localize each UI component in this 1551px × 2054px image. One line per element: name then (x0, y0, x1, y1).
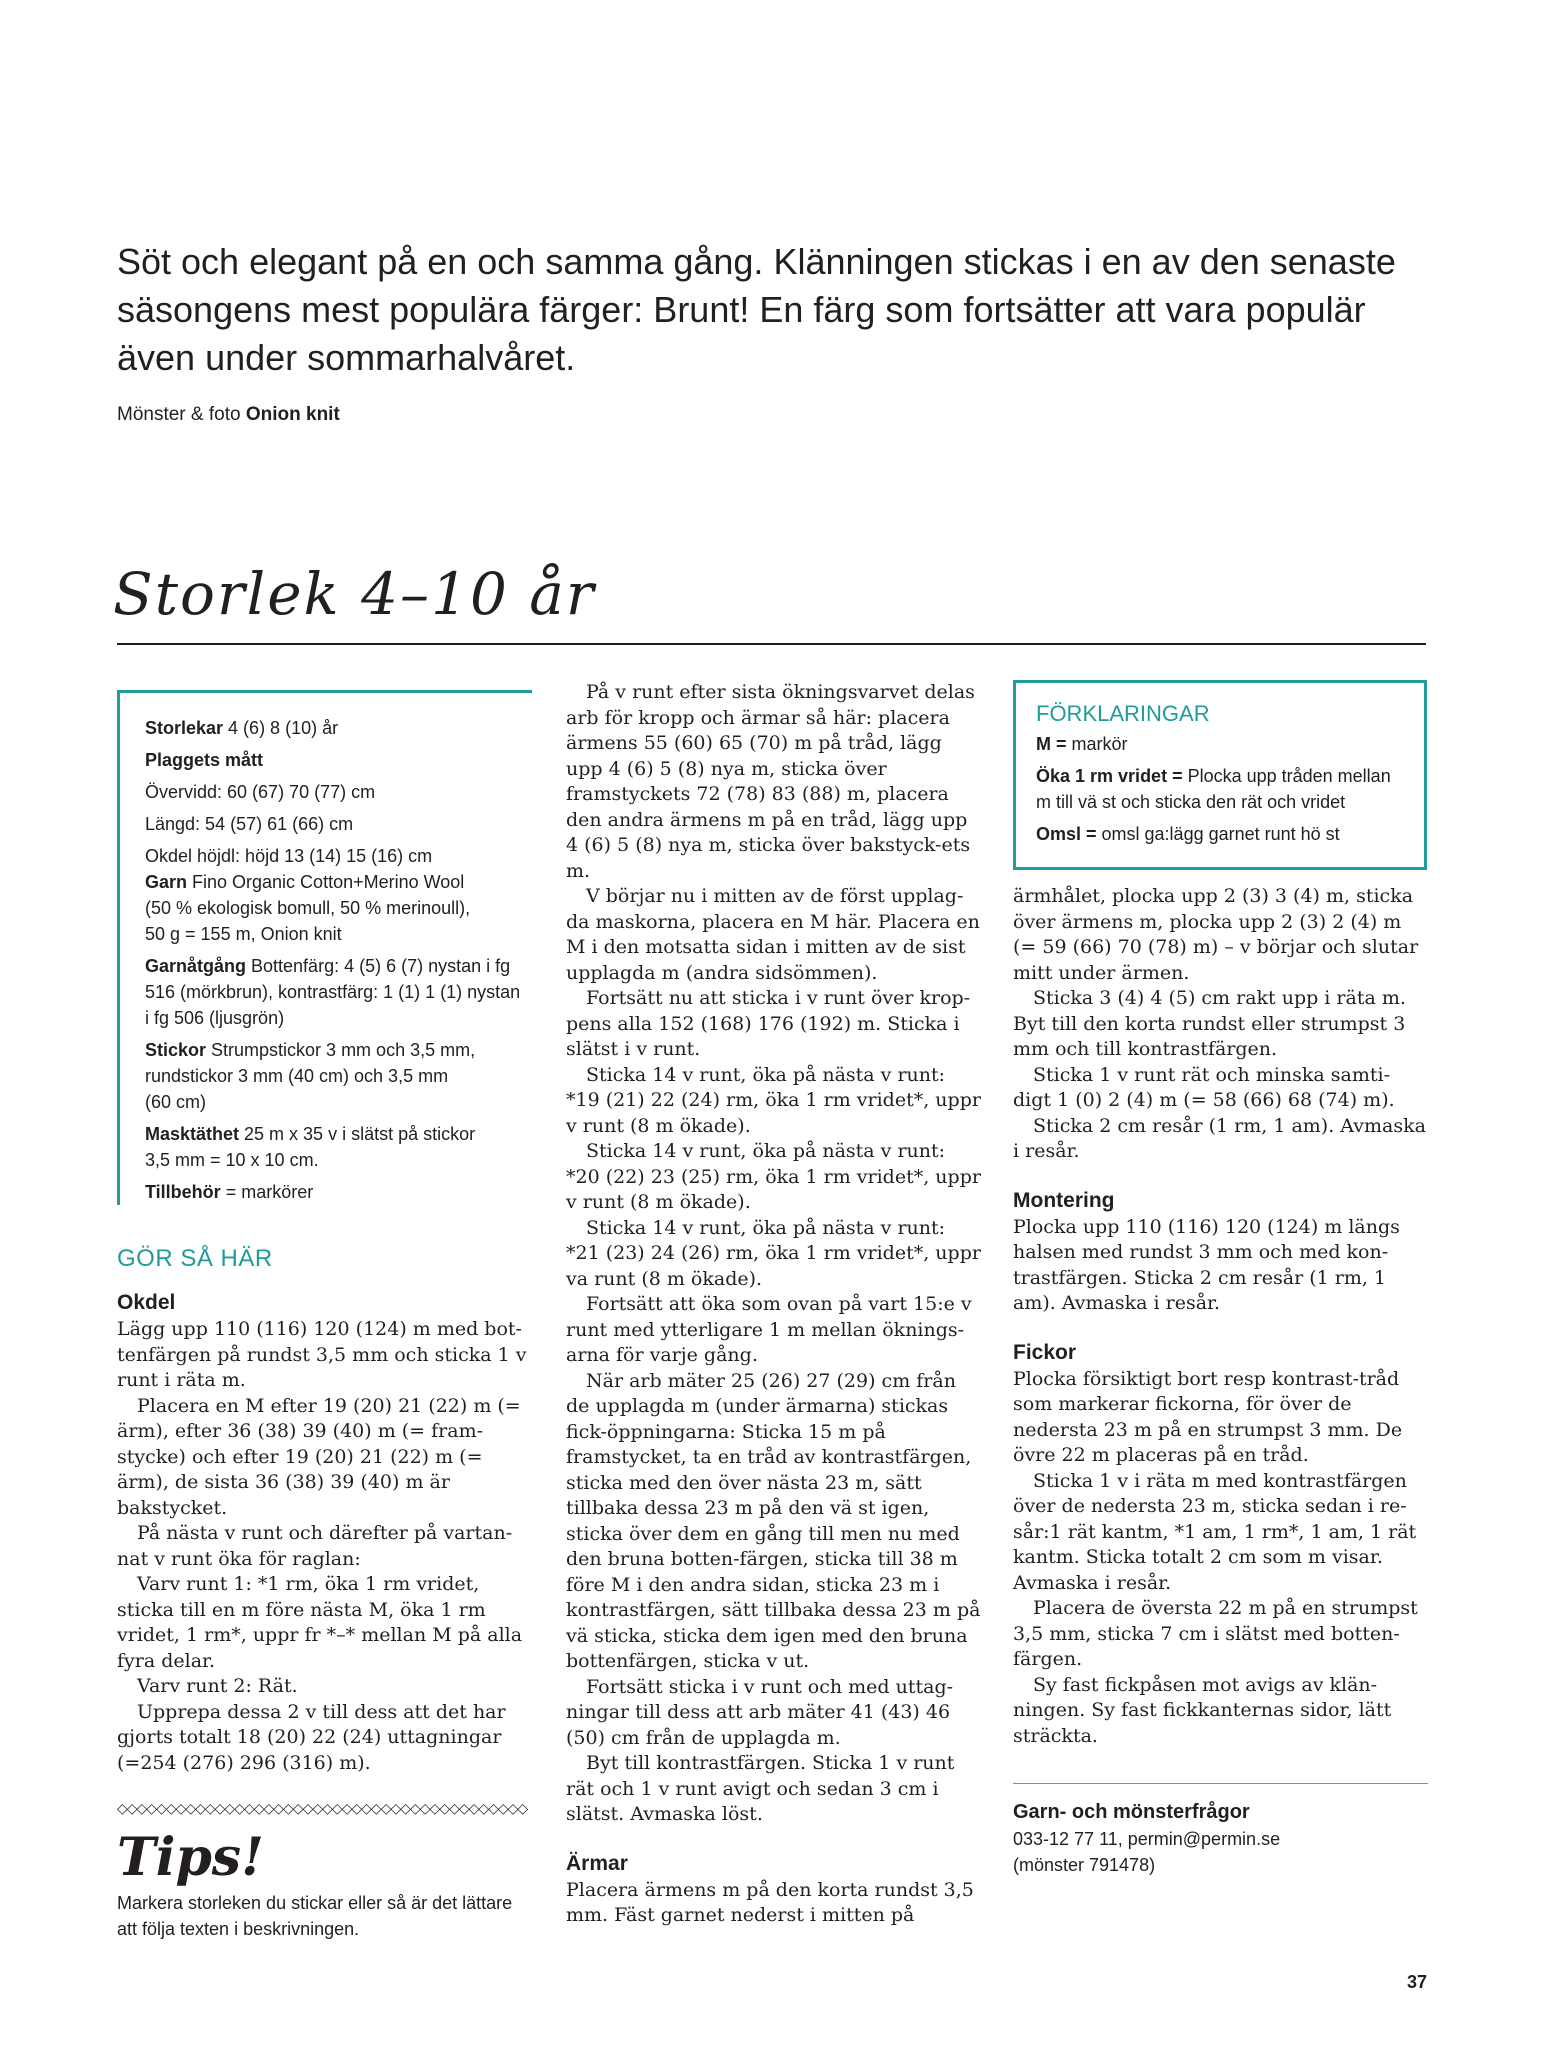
accessories-label: Tillbehör (145, 1182, 221, 1202)
spacer (566, 1828, 981, 1850)
sizes-value: 4 (6) 8 (10) år (223, 718, 339, 738)
paragraph: Byt till kontrastfärgen. Sticka 1 v runt rät och 1 v runt avigt och sedan 3 cm i slätst. Avmaska löst. (566, 1752, 955, 1825)
paragraph: Sticka 14 v runt, öka på nästa v runt: *21 (23) 24 (26) rm, öka 1 rm vridet*, uppr va runt (8 m ökade). (566, 1216, 981, 1290)
paragraph: Sticka 2 cm resår (1 rm, 1 am). Avmaska i resår. (1013, 1114, 1426, 1162)
diamond-divider: ◇◇◇◇◇◇◇◇◇◇◇◇◇◇◇◇◇◇◇◇◇◇◇◇◇◇◇◇◇◇◇◇◇◇◇◇◇◇◇◇◇◇ (117, 1802, 528, 1817)
paragraph: Placera ärmens m på den korta rundst 3,5 mm. Fäst garnet nederst i mitten på (566, 1878, 974, 1926)
paragraph: Plocka försiktigt bort resp kontrast-tråd som markerar fickorna, för över de nedersta 23 m på en strumpst 3 mm. De övre 22 m placeras på en tråd. (1013, 1367, 1403, 1466)
needles-line-1: Strumpstickor 3 mm och 3,5 mm, (206, 1040, 476, 1060)
gauge-line-2: 3,5 mm = 10 x 10 cm. (145, 1150, 319, 1170)
yoke-instructions (117, 1317, 532, 1776)
needles-block (145, 1037, 532, 1115)
explain-m (1036, 731, 1404, 757)
contact-phone-email: 033-12 77 11, permin@permin.se (1013, 1829, 1281, 1849)
explain-yarnover (1036, 821, 1404, 847)
paragraph: Fortsätt nu att sticka i v runt över krop-pens alla 152 (168) 176 (192) m. Sticka i slätst i v runt. (566, 987, 971, 1060)
intro-line-1: Söt och elegant på en och samma gång. Klänningen stickas i en av den senaste (117, 241, 1396, 282)
garment-measure-heading (145, 747, 532, 773)
paragraph: Fortsätt sticka i v runt och med uttag-ningar till dess att arb mäter 41 (43) 46 (50) cm från de upplagda m. (566, 1675, 954, 1749)
paragraph: Varv runt 2: Rät. (137, 1675, 298, 1697)
paragraph: Plocka upp 110 (116) 120 (124) m längs halsen med rundst 3 mm och med kon-trastfärgen. Sticka 2 cm resår (1 rm, 1 am). Avmaska i resår. (1013, 1215, 1400, 1314)
paragraph: Sticka 14 v runt, öka på nästa v runt: *19 (21) 22 (24) rm, öka 1 rm vridet*, uppr v runt (8 m ökade). (566, 1063, 981, 1137)
paragraph: Varv runt 1: *1 rm, öka 1 rm vridet, sticka till en m före nästa M, öka 1 rm vridet, 1 rm*, uppr fr *–* mellan M på alla fyra delar. (117, 1573, 523, 1672)
credit-prefix: Mönster & foto (117, 404, 246, 425)
paragraph: V börjar nu i mitten av de först upplag-da maskorna, placera en M här. Placera en M i den motsatta sidan i mitten av de sist upplagda m (andra sidsömmen). (566, 885, 980, 984)
sleeves-heading: Ärmar (566, 1851, 628, 1875)
gauge-line-1: 25 m x 35 v i slätst på stickor (239, 1124, 476, 1144)
sizes-label: Storlekar (145, 718, 224, 738)
materials-box (117, 690, 532, 1205)
tips-text: Markera storleken du stickar eller så är det lättare att följa texten i beskrivningen. (117, 1893, 513, 1939)
explain-yarnover-label: Omsl = (1036, 824, 1097, 844)
garment-measure-label: Plaggets mått (145, 750, 264, 770)
instructions-heading: GÖR SÅ HÄR (117, 1245, 273, 1272)
yarn-amount-line-1: Bottenfärg: 4 (5) 6 (7) nystan i fg (246, 956, 511, 976)
paragraph: Upprepa dessa 2 v till dess att det har gjorts totalt 18 (20) 22 (24) uttagningar (=254 (276) 296 (316) m). (117, 1700, 506, 1774)
paragraph: Fortsätt att öka som ovan på vart 15:e v runt med ytterligare 1 m mellan öknings-arna för varje gång. (566, 1293, 972, 1366)
sleeve-continued (1013, 884, 1428, 1165)
yoke-heading: Okdel (117, 1291, 176, 1314)
explain-m-label: M = (1036, 734, 1067, 754)
needles-line-2: rundstickor 3 mm (40 cm) och 3,5 mm (145, 1066, 449, 1086)
yarn-amount-block (145, 953, 532, 1031)
intro-text (117, 238, 1417, 382)
accessories-value: = markörer (220, 1182, 314, 1202)
yarn-amount-label: Garnåtgång (145, 956, 247, 976)
intro-line-2: säsongens mest populära färger: Brunt! En färg som fortsätter att vara populär (117, 289, 1366, 330)
needles-label: Stickor (145, 1040, 207, 1060)
explain-increase-value: Plocka upp tråden mellan m till vä st och sticka den rät och vridet (1036, 766, 1391, 812)
gauge-label: Masktäthet (145, 1124, 240, 1144)
contact-block (1013, 1798, 1428, 1878)
needles-line-3: (60 cm) (145, 1092, 207, 1112)
explanations-heading: FÖRKLARINGAR (1036, 701, 1210, 726)
explanations-box (1013, 680, 1427, 870)
paragraph: Lägg upp 110 (116) 120 (124) m med bot-tenfärgen på rundst 3,5 mm och sticka 1 v runt i räta m. (117, 1318, 527, 1391)
gauge-block (145, 1121, 532, 1173)
credit-line (117, 404, 340, 426)
column-middle (566, 680, 981, 1929)
paragraph: På v runt efter sista ökningsvarvet delas arb för kropp och ärmar så här: placera ärmens 55 (60) 65 (70) m på tråd, lägg upp 4 (6) 5 (8) nya m, sticka över framstyckets 72 (78) 83 (88) m, placera den andra ärmens m på en tråd, lägg upp 4 (6) 5 (8) nya m, sticka över bakstyck-ets m. (566, 681, 975, 882)
page-title: Storlek 4–10 år (113, 560, 596, 628)
column-right (1013, 680, 1428, 1878)
sizes-line (145, 715, 532, 741)
chest-width: Övervidd: 60 (67) 70 (77) cm (145, 782, 376, 802)
title-divider (117, 643, 1426, 645)
paragraph: Sticka 1 v runt rät och minska samti-digt 1 (0) 2 (4) m (= 58 (66) 68 (74) m). (1013, 1063, 1395, 1111)
explain-increase (1036, 763, 1404, 815)
yarn-amount-line-2: 516 (mörkbrun), kontrastfärg: 1 (1) 1 (1) nystan (145, 982, 521, 1002)
paragraph: Sticka 3 (4) 4 (5) cm rakt upp i räta m. Byt till den korta rundst eller strumpst 3 mm och till kontrastfärgen. (1013, 987, 1406, 1060)
spacer (1013, 1317, 1428, 1339)
spacer (1013, 1165, 1428, 1187)
pockets-text-block (1013, 1367, 1428, 1750)
paragraph: ärmhålet, plocka upp 2 (3) 3 (4) m, sticka över ärmens m, plocka upp 2 (3) 2 (4) m (= 59 (66) 70 (78) m) – v börjar och slutar mitt under ärmen. (1013, 885, 1419, 984)
paragraph: På nästa v runt och därefter på vartan-nat v runt öka för raglan: (117, 1522, 513, 1570)
pockets-heading: Fickor (1013, 1340, 1077, 1364)
intro-line-3: även under sommarhalvåret. (117, 337, 576, 378)
credit-author: Onion knit (245, 404, 340, 425)
yoke-height: Okdel höjdl: höjd 13 (14) 15 (16) cm (145, 846, 433, 866)
paragraph: Placera de översta 22 m på en strumpst 3,5 mm, sticka 7 cm i slätst med botten-färgen. (1013, 1597, 1418, 1670)
accessories-line (145, 1179, 532, 1205)
page-number: 37 (1407, 1972, 1428, 1992)
assembly-heading: Montering (1013, 1188, 1115, 1212)
yarn-label: Garn (145, 872, 188, 892)
explain-increase-label: Öka 1 rm vridet = (1036, 766, 1183, 786)
paragraph: Sticka 1 v i räta m med kontrastfärgen över de nedersta 23 m, sticka sedan i re-sår:1 rät kantm, *1 am, 1 rm*, 1 am, 1 rät kantm. Sticka totalt 2 cm som m visar. Avmaska i resår. (1013, 1469, 1417, 1594)
yarn-line-1: Fino Organic Cotton+Merino Wool (187, 872, 465, 892)
yarn-amount-line-3: i fg 506 (ljusgrön) (145, 1008, 285, 1028)
column-left (117, 690, 532, 1942)
assembly-text-block (1013, 1215, 1428, 1317)
yarn-block (145, 869, 532, 947)
paragraph: När arb mäter 25 (26) 27 (29) cm från de upplagda m (under ärmarna) stickas fick-öppningarna: Sticka 15 m på framstycket, ta en tråd av kontrastfärgen, sticka med den över nästa 23 m, sätt tillbaka dessa 23 m på den vä st igen, sticka över dem en gång till men nu med den bruna botten-färgen, sticka till 38 m före M i den andra sidan, sticka 23 m i kontrastfärgen, sätt tillbaka dessa 23 m på vä sticka, sticka dem igen med den bruna bottenfärgen, sticka v ut. (566, 1369, 981, 1672)
contact-heading: Garn- och mönsterfrågor (1013, 1801, 1250, 1823)
yarn-line-3: 50 g = 155 m, Onion knit (145, 924, 342, 944)
length: Längd: 54 (57) 61 (66) cm (145, 814, 354, 834)
explain-m-value: markör (1066, 734, 1128, 754)
explain-yarnover-value: omsl ga:lägg garnet runt hö st (1096, 824, 1340, 844)
contact-divider (1013, 1783, 1428, 1784)
yarn-line-2: (50 % ekologisk bomull, 50 % merinoull), (145, 898, 471, 918)
contact-pattern-number: (mönster 791478) (1013, 1855, 1156, 1875)
tips-title: Tips! (117, 1827, 264, 1888)
paragraph: Placera en M efter 19 (20) 21 (22) m (= ärm), efter 36 (38) 39 (40) m (= fram-stycke) och efter 19 (20) 21 (22) m (= ärm), de sista 36 (38) 39 (40) m är bakstycket. (117, 1394, 521, 1519)
paragraph: Sy fast fickpåsen mot avigs av klän-ningen. Sy fast fickkanternas sidor, lätt sträckta. (1013, 1673, 1392, 1747)
paragraph: Sticka 14 v runt, öka på nästa v runt: *20 (22) 23 (25) rm, öka 1 rm vridet*, uppr v runt (8 m ökade). (566, 1140, 981, 1213)
